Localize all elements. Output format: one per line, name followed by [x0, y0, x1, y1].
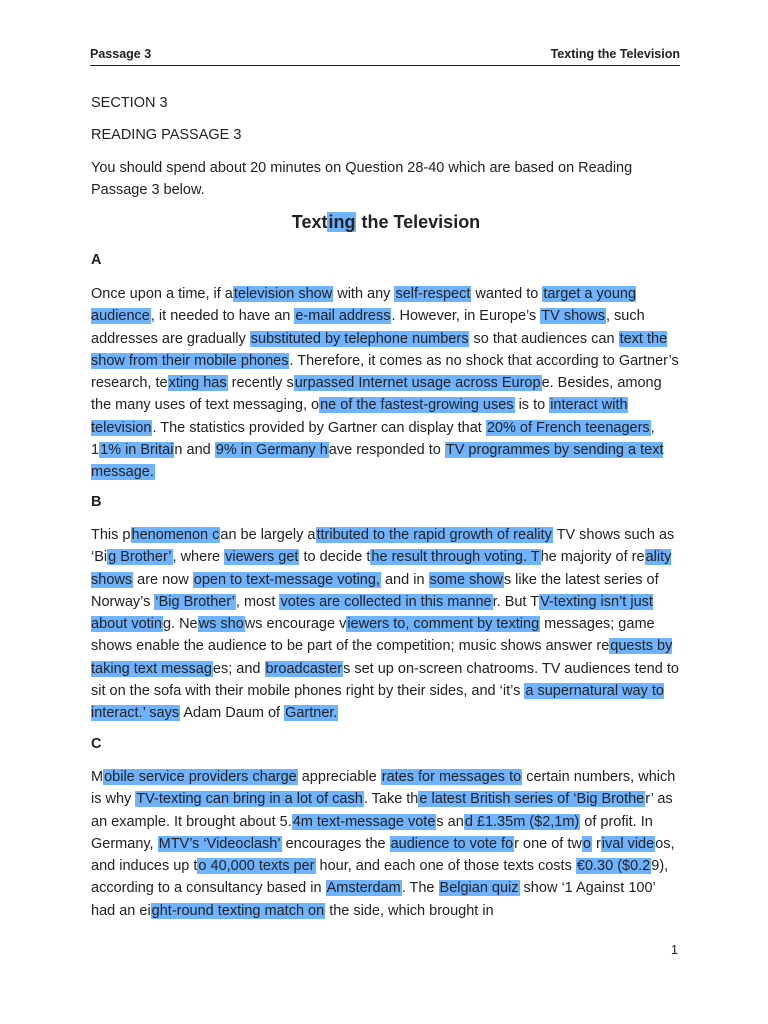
text-segment: , it needed to have an: [150, 308, 295, 325]
highlighted-text: ality shows: [91, 549, 672, 588]
highlighted-text: obile service providers charge: [104, 769, 297, 785]
highlighted-text: TV programmes by sending a text message.: [91, 442, 664, 481]
text-segment: of profit. In Germany,: [91, 813, 653, 852]
text-segment: Adam Daum of: [180, 705, 285, 722]
page-number: 1: [671, 943, 678, 957]
text-segment: hour, and each one of those texts costs: [315, 858, 576, 875]
highlighted-text: ght-round texting match on: [151, 902, 325, 919]
highlighted-text: ttributed to the rapid growth of reality: [316, 527, 552, 543]
highlighted-text: ‘Big Brother’: [155, 593, 235, 610]
text-segment: , where: [172, 549, 225, 566]
text-segment: r’ as an example. It brought about 5.: [91, 791, 673, 830]
text-segment: s an: [436, 813, 464, 830]
text-segment: wanted to: [471, 286, 543, 302]
highlighted-text: broadcaster: [265, 660, 343, 677]
highlighted-text: some show: [429, 571, 503, 588]
text-segment: and in: [380, 571, 429, 588]
text-segment: TV shows such as ‘Bi: [91, 527, 675, 566]
text-segment: encourages the: [281, 835, 390, 852]
text-segment: appreciable: [297, 769, 381, 785]
text-segment: Once upon a time, if a: [91, 286, 233, 302]
text-segment: is to: [514, 397, 550, 414]
paragraph-a: [91, 283, 681, 484]
highlighted-text: e-mail address: [295, 308, 391, 325]
highlighted-text: V-texting isn’t just about votin: [91, 593, 653, 633]
highlighted-text: €0.30 ($0.2: [576, 858, 651, 875]
paragraph-b: [91, 524, 681, 725]
highlighted-text: iewers to, comment by texting: [347, 616, 540, 633]
section-heading: SECTION 3: [91, 95, 168, 111]
text-segment: . However, in Europe’s: [391, 308, 541, 325]
highlighted-text: open to text-message voting,: [193, 571, 380, 588]
highlighted-text: d £1.35m ($2,1m): [464, 813, 580, 830]
highlighted-text: 20% of French teenagers: [486, 419, 650, 436]
highlighted-text: text the show from their mobile phones: [91, 330, 668, 369]
text-segment: with any: [333, 286, 395, 302]
text-segment: , 1: [91, 419, 655, 459]
highlighted-text: TV shows: [541, 308, 605, 325]
highlighted-text: television show: [233, 286, 333, 302]
page-header: [90, 47, 680, 66]
highlighted-text: audience to vote fo: [390, 835, 514, 852]
text-segment: he majority of re: [540, 549, 645, 566]
highlighted-text: interact with television: [91, 397, 628, 436]
highlighted-text: Belgian quiz: [439, 880, 519, 897]
text-segment: M: [91, 769, 104, 785]
highlighted-text: ws sho: [198, 616, 244, 633]
highlighted-text: henomenon c: [131, 527, 220, 543]
highlighted-text: urpassed Internet usage across Europ: [294, 375, 541, 392]
text-segment: This p: [91, 527, 131, 543]
text-segment: are now: [133, 571, 193, 588]
text-segment: so that audiences can: [469, 330, 619, 347]
reading-passage-heading: READING PASSAGE 3: [91, 127, 242, 143]
paragraph-c: [91, 766, 681, 922]
highlighted-text: xting has: [168, 375, 227, 392]
text-segment: to decide t: [299, 549, 371, 566]
text-segment: , such addresses are gradually: [91, 308, 645, 347]
highlighted-text: substituted by telephone numbers: [250, 330, 469, 347]
text-segment: messages; game shows enable the audience to be part of the competition; music shows answer re: [91, 616, 655, 655]
text-segment: recently s: [227, 375, 294, 392]
highlighted-text: 1% in Britai: [100, 442, 174, 459]
highlighted-text: MTV’s ‘Videoclash’: [158, 835, 281, 852]
text-segment: r one of tw: [514, 835, 582, 852]
paragraph-label-b: B: [91, 494, 102, 510]
highlighted-text: he result through voting. T: [371, 549, 540, 566]
title-highlight: ing: [328, 212, 356, 232]
header-title: Texting the Television: [550, 47, 680, 61]
highlighted-text: Amsterdam: [326, 880, 401, 897]
highlighted-text: ival vide: [601, 835, 655, 852]
text-segment: certain numbers, which is why: [91, 769, 676, 808]
highlighted-text: e latest British series of ‘Big Brothe: [419, 791, 645, 808]
highlighted-text: Gartner.: [285, 705, 338, 722]
highlighted-text: o 40,000 texts per: [198, 858, 315, 875]
highlighted-text: votes are collected in this manne: [280, 593, 492, 610]
instructions: You should spend about 20 minutes on Question 28-40 which are based on Reading Passage 3 below.: [91, 160, 633, 199]
text-segment: . The: [401, 880, 439, 897]
title-part-1: Text: [291, 212, 328, 232]
highlighted-text: rates for messages to: [381, 769, 522, 785]
text-segment: n and: [174, 442, 215, 459]
text-segment: show ‘1 Against 100’ had an ei: [91, 880, 656, 919]
text-segment: os, and induces up t: [91, 835, 675, 875]
highlighted-text: a supernatural way to interact.’ says: [91, 683, 664, 722]
highlighted-text: target a young audience: [91, 286, 637, 325]
text-segment: . The statistics provided by Gartner can display that: [152, 419, 486, 436]
highlighted-text: ne of the fastest-growing uses: [320, 397, 514, 414]
text-segment: es; and: [212, 660, 265, 677]
text-segment: ave responded to: [328, 442, 445, 459]
paragraph-label-a: A: [91, 252, 102, 268]
highlighted-text: g Brother’: [108, 549, 172, 566]
text-segment: r: [591, 835, 601, 852]
passage-title: [91, 212, 681, 233]
highlighted-text: quests by taking text messag: [91, 638, 673, 677]
highlighted-text: TV-texting can bring in a lot of cash: [136, 791, 363, 808]
highlighted-text: o: [582, 835, 591, 852]
highlighted-text: 4m text-message vote: [292, 813, 436, 830]
text-segment: , most: [235, 593, 280, 610]
highlighted-text: viewers get: [225, 549, 299, 566]
text-segment: s like the latest series of Norway’s: [91, 571, 659, 610]
text-segment: 9), according to a consultancy based in: [91, 858, 669, 897]
text-segment: r. But T: [492, 593, 540, 610]
title-part-2: the Television: [356, 212, 481, 232]
text-segment: . Therefore, it comes as no shock that according to Gartner’s research, te: [91, 352, 679, 392]
text-segment: g. Ne: [162, 616, 198, 633]
text-segment: ws encourage v: [244, 616, 347, 633]
text-segment: e. Besides, among the many uses of text messaging, o: [91, 375, 662, 414]
text-segment: the side, which brought in: [325, 902, 494, 919]
paragraph-label-c: C: [91, 736, 102, 752]
highlighted-text: 9% in Germany h: [215, 442, 328, 459]
highlighted-text: self-respect: [395, 286, 471, 302]
text-segment: an be largely a: [220, 527, 316, 543]
text-segment: s set up on-screen chatrooms. TV audiences tend to sit on the sofa with their mobile phones right by their sides, and ‘it’s: [91, 660, 679, 700]
header-passage-label: Passage 3: [90, 47, 152, 61]
text-segment: . Take th: [363, 791, 419, 808]
